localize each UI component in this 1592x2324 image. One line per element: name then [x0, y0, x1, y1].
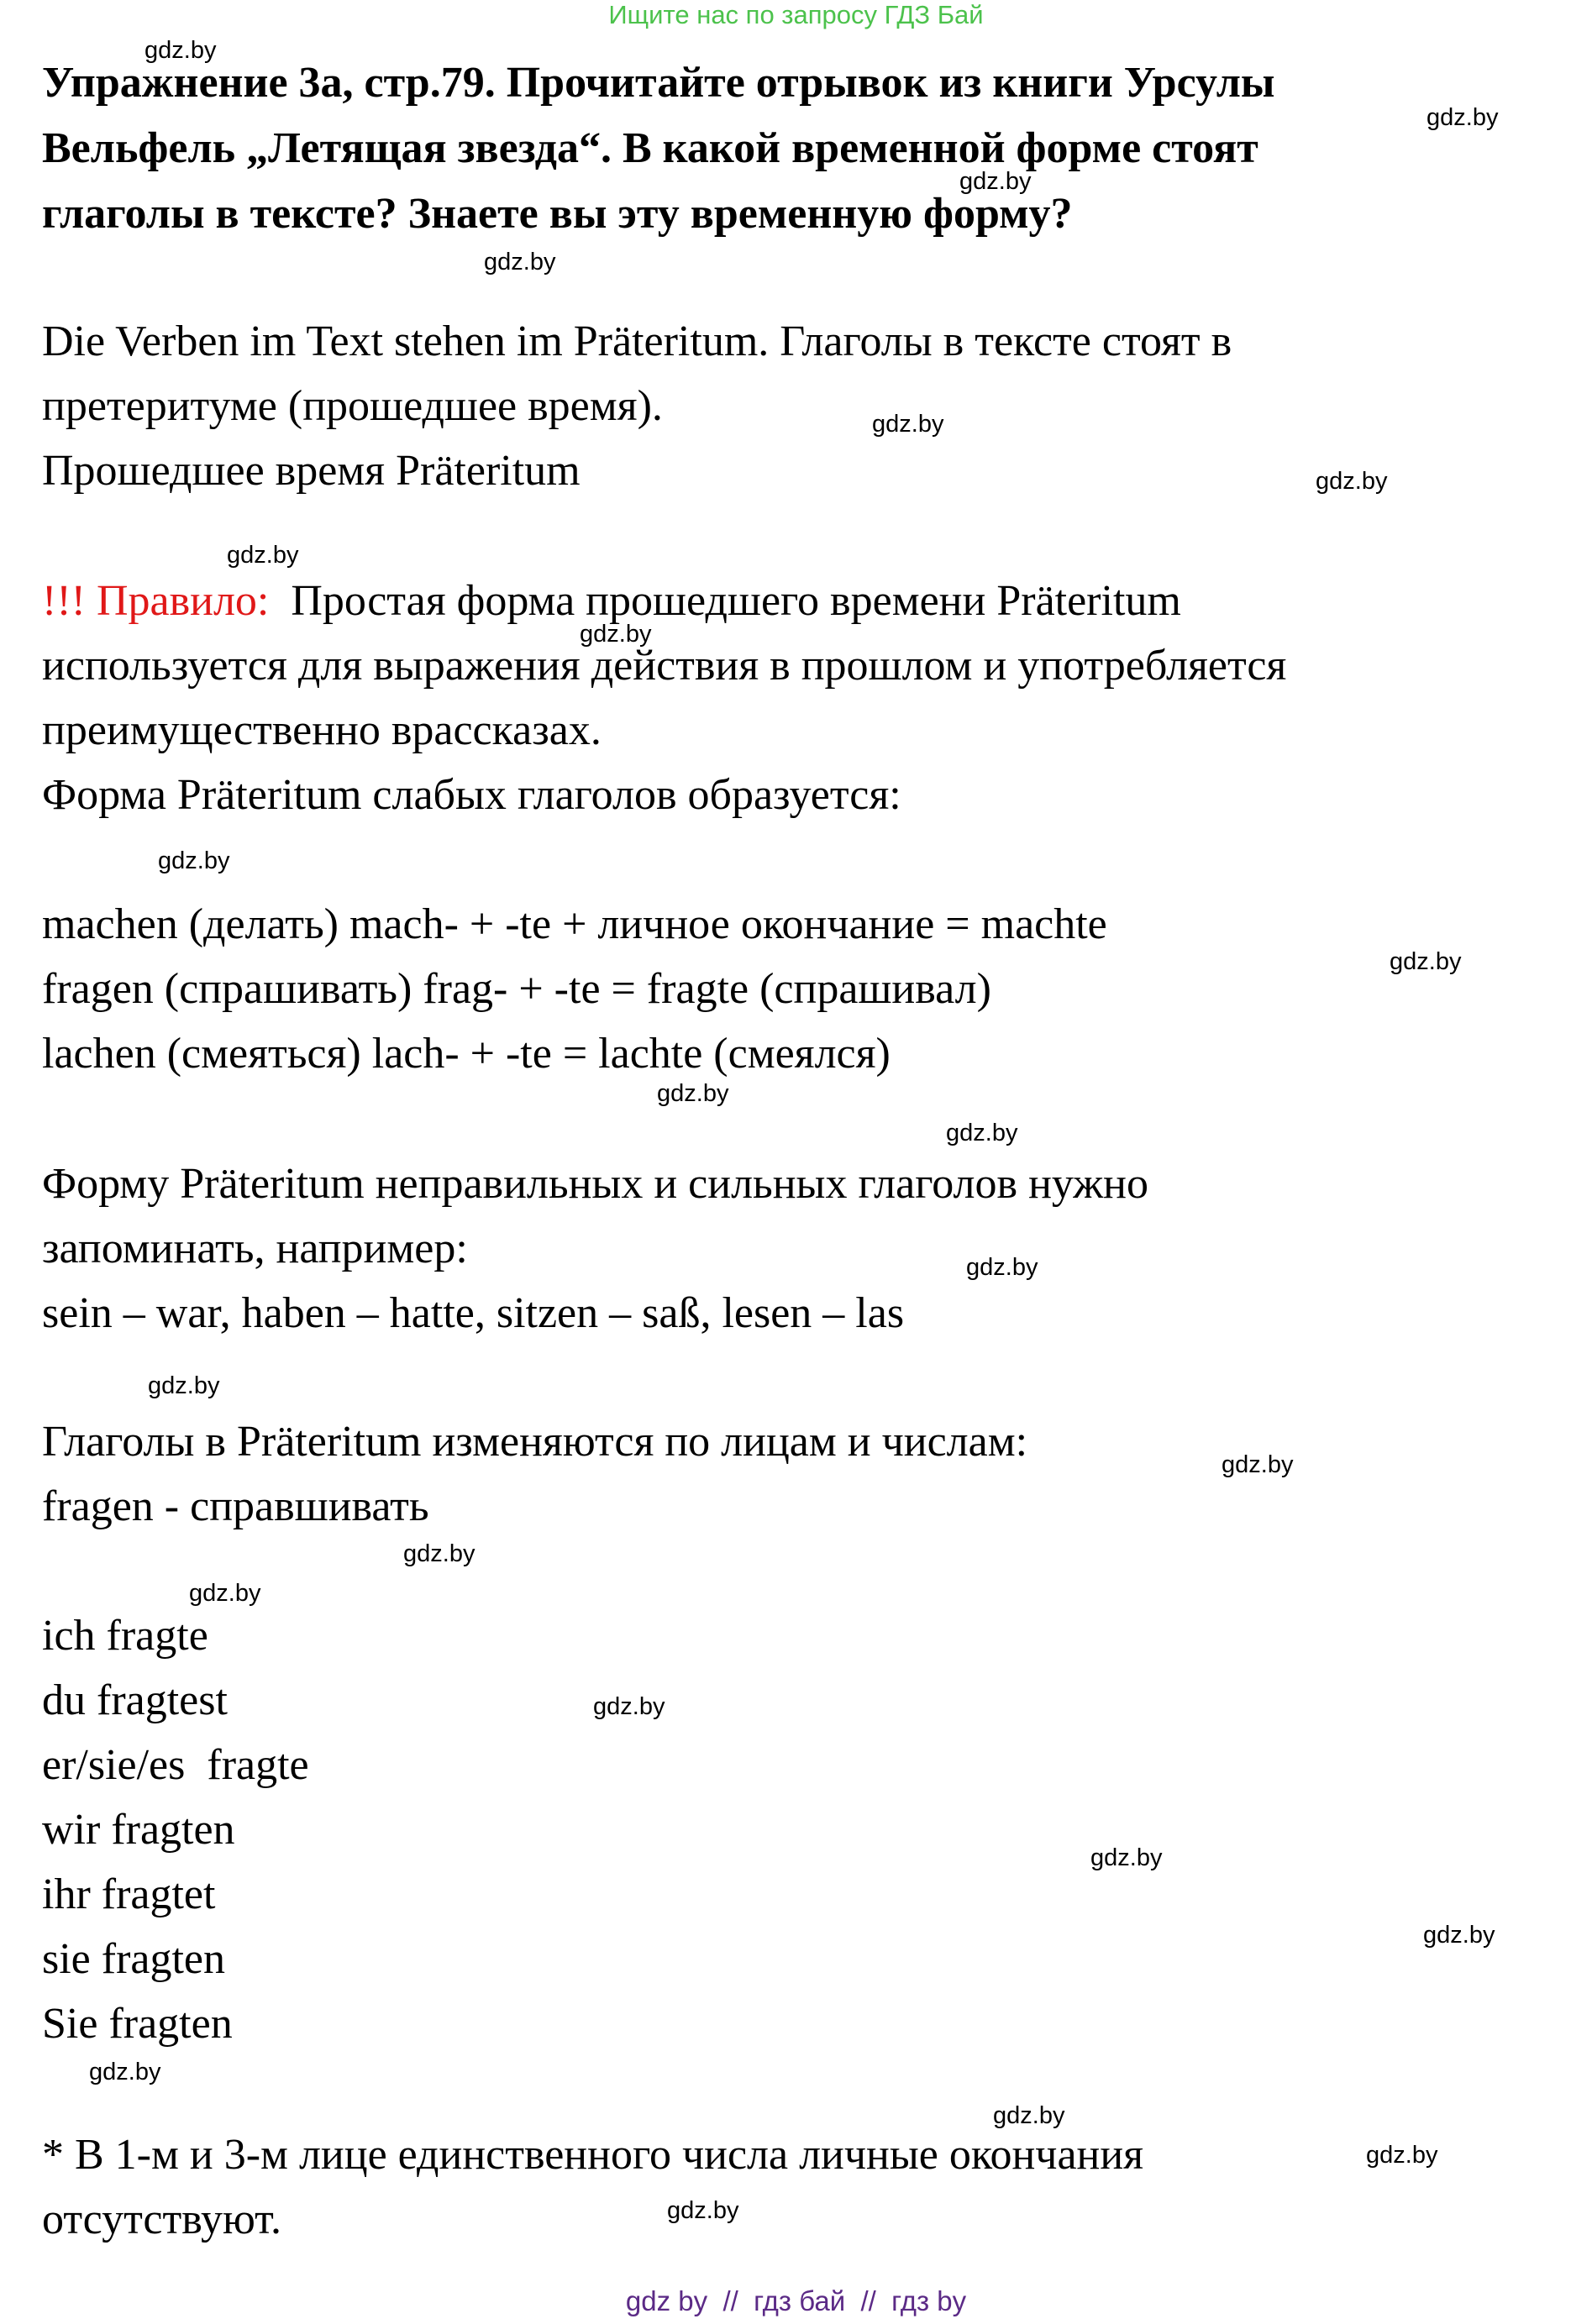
watermark: gdz.by	[580, 621, 652, 648]
watermark: gdz.by	[946, 1120, 1018, 1146]
strong-line-2: запоминать, например:	[42, 1225, 468, 1272]
conjugation-intro-1: Глаголы в Präteritum изменяются по лицам и числам:	[42, 1418, 1028, 1466]
watermark: gdz.by	[1366, 2142, 1438, 2169]
watermark: gdz.by	[966, 1254, 1038, 1281]
watermark: gdz.by	[959, 168, 1032, 195]
conjugation-form: du fragtest	[42, 1676, 228, 1724]
footer-links[interactable]: gdz by // гдз бай // гдз by	[625, 2285, 967, 2316]
rule-line-3: преимущественно врассказах.	[42, 706, 602, 754]
watermark: gdz.by	[189, 1580, 261, 1607]
conjugation-form: wir fragten	[42, 1806, 235, 1854]
strong-line-3: sein – war, haben – hatte, sitzen – saß, lesen – las	[42, 1289, 905, 1337]
answer-line-2: претеритуме (прошедшее время).	[42, 382, 663, 430]
watermark: gdz.by	[1316, 468, 1388, 495]
conjugation-form: er/sie/es fragte	[42, 1741, 309, 1789]
answer-line-3: Прошедшее время Präteritum	[42, 447, 581, 495]
watermark: gdz.by	[993, 2102, 1065, 2129]
rule-label: !!! Правило:	[42, 577, 270, 625]
rule-line-2: используется для выражения действия в прошлом и употребляется	[42, 642, 1287, 690]
heading-line-1: Упражнение 3а, стр.79. Прочитайте отрывок из книги Урсулы	[42, 59, 1275, 107]
weak-example-3: lachen (смеяться) lach- + -te = lachte (смеялся)	[42, 1030, 891, 1078]
watermark: gdz.by	[89, 2059, 161, 2085]
watermark: gdz.by	[148, 1372, 220, 1399]
answer-line-1: Die Verben im Text stehen im Präteritum. Глаголы в тексте стоят в	[42, 317, 1232, 365]
watermark: gdz.by	[667, 2197, 739, 2224]
watermark: gdz.by	[403, 1540, 475, 1567]
note-line-2: отсутствуют.	[42, 2195, 281, 2243]
watermark: gdz.by	[484, 249, 556, 275]
watermark: gdz.by	[1222, 1451, 1294, 1478]
top-banner[interactable]: Ищите нас по запросу ГДЗ Бай	[608, 0, 984, 29]
watermark: gdz.by	[1390, 948, 1462, 975]
watermark: gdz.by	[872, 411, 944, 438]
conjugation-form: Sie fragten	[42, 2000, 233, 2048]
watermark: gdz.by	[1426, 104, 1499, 131]
weak-example-1: machen (делать) mach- + -te + личное окончание = machte	[42, 900, 1107, 948]
conjugation-form: ich fragte	[42, 1612, 208, 1660]
weak-example-2: fragen (спрашивать) frag- + -te = fragte (спрашивал)	[42, 965, 991, 1013]
exercise-heading	[42, 50, 1470, 247]
conjugation-form: ihr fragtet	[42, 1870, 216, 1918]
watermark: gdz.by	[158, 847, 230, 874]
rule-line-1	[42, 575, 1181, 627]
heading-line-3: глаголы в тексте? Знаете вы эту временную форму?	[42, 190, 1073, 238]
conjugation-intro-2: fragen - справшивать	[42, 1482, 429, 1530]
watermark: gdz.by	[144, 37, 217, 64]
rule-line-1-text: Простая форма прошедшего времени Präteritum	[269, 577, 1181, 625]
watermark: gdz.by	[657, 1080, 729, 1107]
watermark: gdz.by	[1423, 1922, 1495, 1949]
strong-line-1: Форму Präteritum неправильных и сильных глаголов нужно	[42, 1160, 1148, 1208]
heading-line-2: Вельфель „Летящая звезда“. В какой временной форме стоят	[42, 124, 1258, 172]
watermark: gdz.by	[1090, 1844, 1163, 1871]
note-line-1: * В 1-м и 3-м лице единственного числа личные окончания	[42, 2131, 1144, 2179]
watermark: gdz.by	[593, 1693, 665, 1720]
conjugation-form: sie fragten	[42, 1935, 226, 1983]
rule-line-4: Форма Präteritum слабых глаголов образуется:	[42, 771, 901, 819]
watermark: gdz.by	[227, 542, 299, 569]
